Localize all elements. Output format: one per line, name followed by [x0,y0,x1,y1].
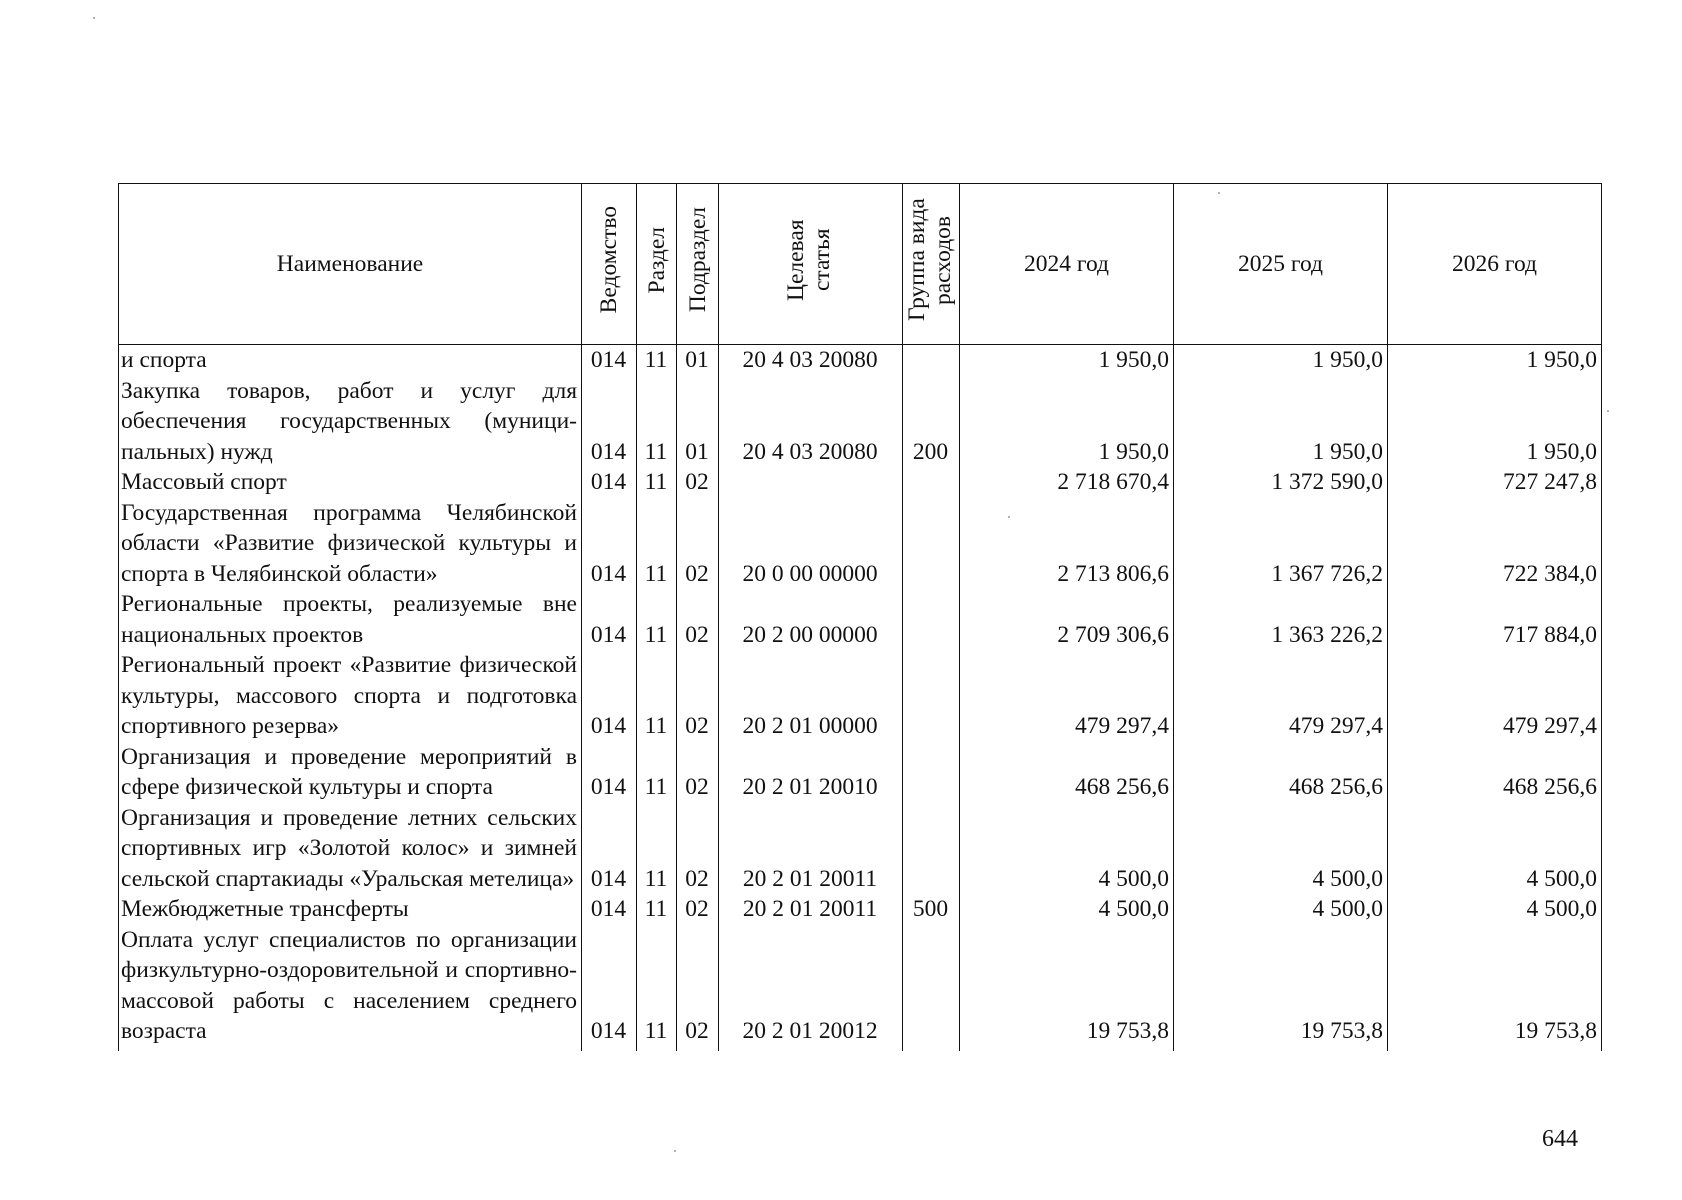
row-value-2024: 1 950,0 [960,376,1174,468]
row-razdel: 11 [637,894,677,925]
row-celevaya-statya: 20 0 00 00000 [719,498,903,590]
row-podrazdel: 02 [677,589,719,650]
table-body [119,345,1602,1051]
header-name: Наименование [119,184,582,345]
row-value-2026: 479 297,4 [1388,650,1602,742]
row-celevaya-statya: 20 4 03 20080 [719,376,903,468]
row-vedomstvo: 014 [582,803,637,895]
row-celevaya-statya: 20 2 01 00000 [719,650,903,742]
row-gruppa [903,925,960,1051]
row-name: Оплата услуг специалистов по организации физкультурно-оздоровительной и спортивно-массовой работы с населением среднего возраста [119,925,582,1051]
table-row [119,589,1602,650]
row-value-2025: 19 753,8 [1174,925,1388,1051]
row-name: Закупка товаров, работ и услуг для обеспечения государственных (муниципальных) нужд [119,376,582,468]
row-celevaya-statya: 20 2 01 20010 [719,742,903,803]
row-podrazdel: 02 [677,650,719,742]
row-value-2026: 19 753,8 [1388,925,1602,1051]
row-name: Организация и проведение мероприятий в сфере физической культуры и спорта [119,742,582,803]
row-razdel: 11 [637,803,677,895]
table-row [119,498,1602,590]
row-vedomstvo: 014 [582,498,637,590]
table-row [119,742,1602,803]
table-row [119,925,1602,1051]
page-number: 644 [1542,1126,1578,1152]
table-header [119,184,1602,345]
row-vedomstvo: 014 [582,742,637,803]
table-row [119,650,1602,742]
row-razdel: 11 [637,498,677,590]
budget-table [118,183,1602,1051]
header-gruppa-vida-rashodov: Группа вида расходов [903,184,960,345]
row-razdel: 11 [637,589,677,650]
row-value-2024: 4 500,0 [960,803,1174,895]
row-celevaya-statya: 20 4 03 20080 [719,345,903,376]
row-value-2024: 479 297,4 [960,650,1174,742]
row-razdel: 11 [637,742,677,803]
header-year-2025: 2025 год [1174,184,1388,345]
row-value-2026: 4 500,0 [1388,803,1602,895]
header-vedomstvo: Ведомство [582,184,637,345]
row-gruppa [903,498,960,590]
row-value-2024: 1 950,0 [960,345,1174,376]
row-razdel: 11 [637,925,677,1051]
row-value-2024: 468 256,6 [960,742,1174,803]
row-vedomstvo: 014 [582,650,637,742]
table-row [119,345,1602,376]
row-value-2024: 2 713 806,6 [960,498,1174,590]
row-podrazdel: 02 [677,467,719,498]
row-gruppa [903,345,960,376]
row-celevaya-statya [719,467,903,498]
table-row [119,467,1602,498]
row-podrazdel: 02 [677,925,719,1051]
row-value-2025: 479 297,4 [1174,650,1388,742]
row-gruppa: 500 [903,894,960,925]
row-name: Государственная программа Челябинской области «Развитие физической культуры и спорта в Челябинской области» [119,498,582,590]
header-year-2024: 2024 год [960,184,1174,345]
row-value-2025: 1 372 590,0 [1174,467,1388,498]
table-row [119,376,1602,468]
row-vedomstvo: 014 [582,376,637,468]
row-value-2025: 1 363 226,2 [1174,589,1388,650]
row-podrazdel: 02 [677,498,719,590]
row-razdel: 11 [637,376,677,468]
row-name: Организация и проведение летних сельских спортивных игр «Золотой колос» и зимней сельской спартакиады «Уральская метелица» [119,803,582,895]
row-value-2026: 727 247,8 [1388,467,1602,498]
row-value-2025: 4 500,0 [1174,894,1388,925]
header-year-2026: 2026 год [1388,184,1602,345]
row-value-2026: 468 256,6 [1388,742,1602,803]
header-podrazdel: Подраздел [677,184,719,345]
row-vedomstvo: 014 [582,467,637,498]
scan-speck [93,17,95,19]
row-vedomstvo: 014 [582,589,637,650]
row-vedomstvo: 014 [582,925,637,1051]
row-vedomstvo: 014 [582,345,637,376]
scan-speck [1008,516,1010,518]
row-value-2024: 2 709 306,6 [960,589,1174,650]
row-value-2025: 1 367 726,2 [1174,498,1388,590]
row-value-2026: 717 884,0 [1388,589,1602,650]
row-celevaya-statya: 20 2 01 20012 [719,925,903,1051]
row-podrazdel: 02 [677,803,719,895]
row-vedomstvo: 014 [582,894,637,925]
row-razdel: 11 [637,345,677,376]
row-razdel: 11 [637,467,677,498]
row-name: Массовый спорт [119,467,582,498]
row-gruppa [903,589,960,650]
scan-speck [674,1150,676,1152]
row-gruppa [903,650,960,742]
row-value-2024: 4 500,0 [960,894,1174,925]
row-name: и спорта [119,345,582,376]
row-razdel: 11 [637,650,677,742]
row-name: Региональные проекты, реализуемые вне национальных проектов [119,589,582,650]
row-name: Региональный проект «Развитие физической культуры, массового спорта и подготовка спортивного резерва» [119,650,582,742]
table-row [119,803,1602,895]
row-value-2024: 19 753,8 [960,925,1174,1051]
row-value-2025: 468 256,6 [1174,742,1388,803]
row-value-2025: 1 950,0 [1174,376,1388,468]
scan-speck [1218,192,1220,194]
row-celevaya-statya: 20 2 00 00000 [719,589,903,650]
row-value-2024: 2 718 670,4 [960,467,1174,498]
row-celevaya-statya: 20 2 01 20011 [719,894,903,925]
row-podrazdel: 01 [677,376,719,468]
row-gruppa: 200 [903,376,960,468]
table-row [119,894,1602,925]
header-celevaya-statya: Целевая статья [719,184,903,345]
row-gruppa [903,467,960,498]
row-podrazdel: 02 [677,894,719,925]
row-podrazdel: 02 [677,742,719,803]
row-value-2025: 1 950,0 [1174,345,1388,376]
header-row [119,184,1602,345]
row-celevaya-statya: 20 2 01 20011 [719,803,903,895]
row-name: Межбюджетные трансферты [119,894,582,925]
row-value-2026: 722 384,0 [1388,498,1602,590]
row-gruppa [903,742,960,803]
row-gruppa [903,803,960,895]
row-value-2026: 1 950,0 [1388,376,1602,468]
scan-speck [1607,410,1609,412]
header-razdel: Раздел [637,184,677,345]
row-value-2026: 4 500,0 [1388,894,1602,925]
row-value-2025: 4 500,0 [1174,803,1388,895]
row-podrazdel: 01 [677,345,719,376]
row-value-2026: 1 950,0 [1388,345,1602,376]
